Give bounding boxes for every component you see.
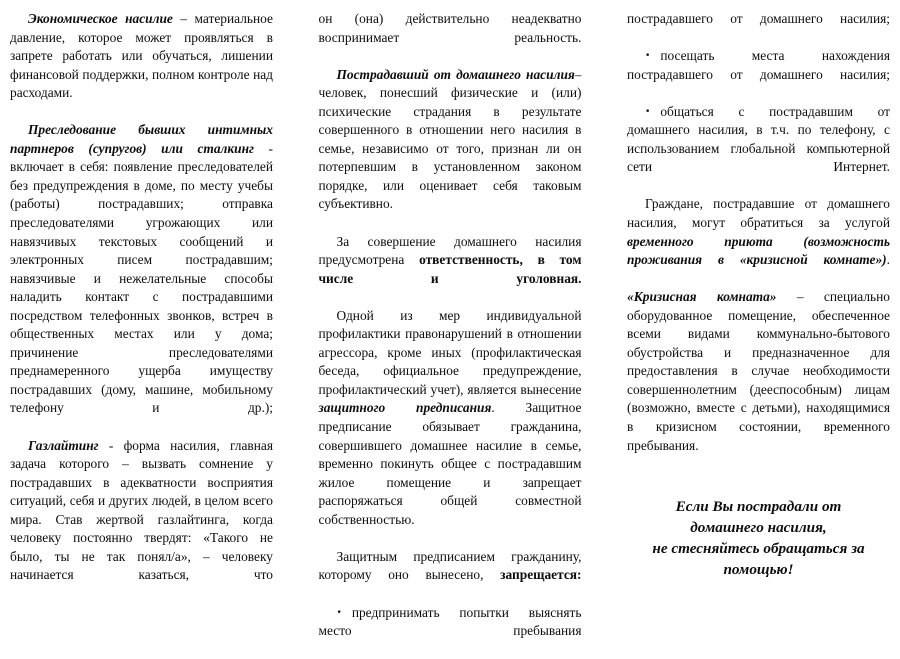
list-item-prohibition-1-text: предпринимать попытки выяснять место пребывания <box>319 605 582 639</box>
paragraph-prohibitions-intro-lead: Защитным предписанием гражданину, которому оно вынесено, <box>319 549 582 583</box>
term-protective-order: защитного предписания <box>319 400 492 415</box>
column-left <box>10 10 273 604</box>
bullet-icon: • <box>645 51 660 61</box>
paragraph-protective-order-tail: . Защитное предписание обязывает гражданина, совершившего домашнее насилие в семье, временно покинуть общее с пострадавшим жилое помещение и запрещает распоряжаться общей совместной собственностью. <box>319 400 582 526</box>
paragraph-liability-lead: За совершение домашнего насилия предусмотрена <box>319 234 582 268</box>
paragraph-protective-order-lead: Одной из мер индивидуальной профилактики правонарушений в отношении агрессора, кроме иных (профилактическая беседа, официальное предупреждение, профилактический учет), является вынесение <box>319 308 582 397</box>
paragraph-temporary-shelter-tail: . <box>887 252 890 267</box>
callout-line-3: не стесняйтесь обращаться за <box>627 538 890 559</box>
callout-seek-help <box>627 496 890 580</box>
bullet-icon: • <box>337 608 352 618</box>
paragraph-temporary-shelter <box>627 195 890 288</box>
bullet-icon: • <box>645 107 660 117</box>
list-item-prohibition-2-text: посещать места нахождения пострадавшего от домашнего насилия; <box>627 48 890 82</box>
paragraph-stalking-body: - включает в себя: появление преследователей без предупреждения в доме, по месту учебы (работы) пострадавших; отправка преследователями угрожающих или навязчивых текстовых сообщений и электронных писем пострадавшим; навязчивые и нежелательные способы наладить контакт с пострадавшими посредством телефонных звонков, встреч в общественных местах или у дома; причинение преследователями преднамеренного ущерба имуществу пострадавших (дому, машине, мобильному телефону и др.); <box>10 141 273 416</box>
callout-line-4: помощью! <box>627 559 890 580</box>
column-right <box>627 10 890 580</box>
emphasis-criminal-liability: ответственность, в том числе и уголовная. <box>319 252 582 286</box>
paragraph-economic-violence-body: – материальное давление, которое может проявляться в запрете работать или обучаться, лишении финансовой поддержки, полном контроле над расходами. <box>10 11 273 100</box>
paragraph-gaslighting-continued: он (она) действительно неадекватно воспринимает реальность. <box>319 10 582 66</box>
paragraph-crisis-room <box>627 288 890 473</box>
term-temporary-shelter: временного приюта (возможность проживания в «кризисной комнате») <box>627 234 890 268</box>
paragraph-economic-violence <box>10 10 273 121</box>
paragraph-gaslighting-body: - форма насилия, главная задача которого – вызвать сомнение у пострадавших в адекватности восприятия ситуаций, себя и других людей, в целом всего мира. Став жертвой газлайтинга, когда человеку постоянно твердят: «Такого не было, ты не так понял/а», – человеку начинается казаться, что <box>10 438 273 583</box>
term-economic-violence: Экономическое насилие <box>28 11 173 26</box>
paragraph-crisis-room-body: – специально оборудованное помещение, обеспеченное всеми видами коммунально-бытового обустройства и предназначенное для предоставления в случае необходимости совершеннолетним (дееспособным) лицам (возможно, вместе с детьми), находящимися в кризисном состоянии, временного пребывания. <box>627 289 890 452</box>
list-item-prohibition-1 <box>319 604 582 659</box>
paragraph-stalking <box>10 121 273 436</box>
paragraph-temporary-shelter-lead: Граждане, пострадавшие от домашнего насилия, могут обратиться за услугой <box>627 196 890 230</box>
paragraph-liability <box>319 233 582 307</box>
term-gaslighting: Газлайтинг <box>28 438 99 453</box>
paragraph-victim-definition <box>319 66 582 233</box>
list-item-prohibition-3 <box>627 103 890 196</box>
paragraph-protective-order <box>319 307 582 548</box>
callout-line-2: домашнего насилия, <box>627 517 890 538</box>
term-victim-of-domestic-violence: Пострадавший от домашнего насилия <box>337 67 575 82</box>
emphasis-prohibited: запрещается: <box>500 567 581 582</box>
paragraph-victim-definition-body: – человек, понесший физические и (или) психические страдания в результате совершенного в отношении него насилия в семье, независимо от того, признан ли он потерпевшим в установленном законом порядке, или оценивает себя таковым субъективно. <box>319 67 582 212</box>
term-crisis-room: «Кризисная комната» <box>627 289 777 304</box>
list-item-prohibition-3-text: общаться с пострадавшим от домашнего насилия, в т.ч. по телефону, с использованием глобальной компьютерной сети Интернет. <box>627 104 890 175</box>
term-stalking: Преследование бывших интимных партнеров (супругов) или сталкинг <box>10 122 273 156</box>
column-middle <box>319 10 582 659</box>
paragraph-prohibitions-intro <box>319 548 582 604</box>
list-item-prohibition-1-continued: пострадавшего от домашнего насилия; <box>627 10 890 47</box>
paragraph-gaslighting <box>10 437 273 604</box>
callout-line-1: Если Вы пострадали от <box>627 496 890 517</box>
list-item-prohibition-2 <box>627 47 890 103</box>
